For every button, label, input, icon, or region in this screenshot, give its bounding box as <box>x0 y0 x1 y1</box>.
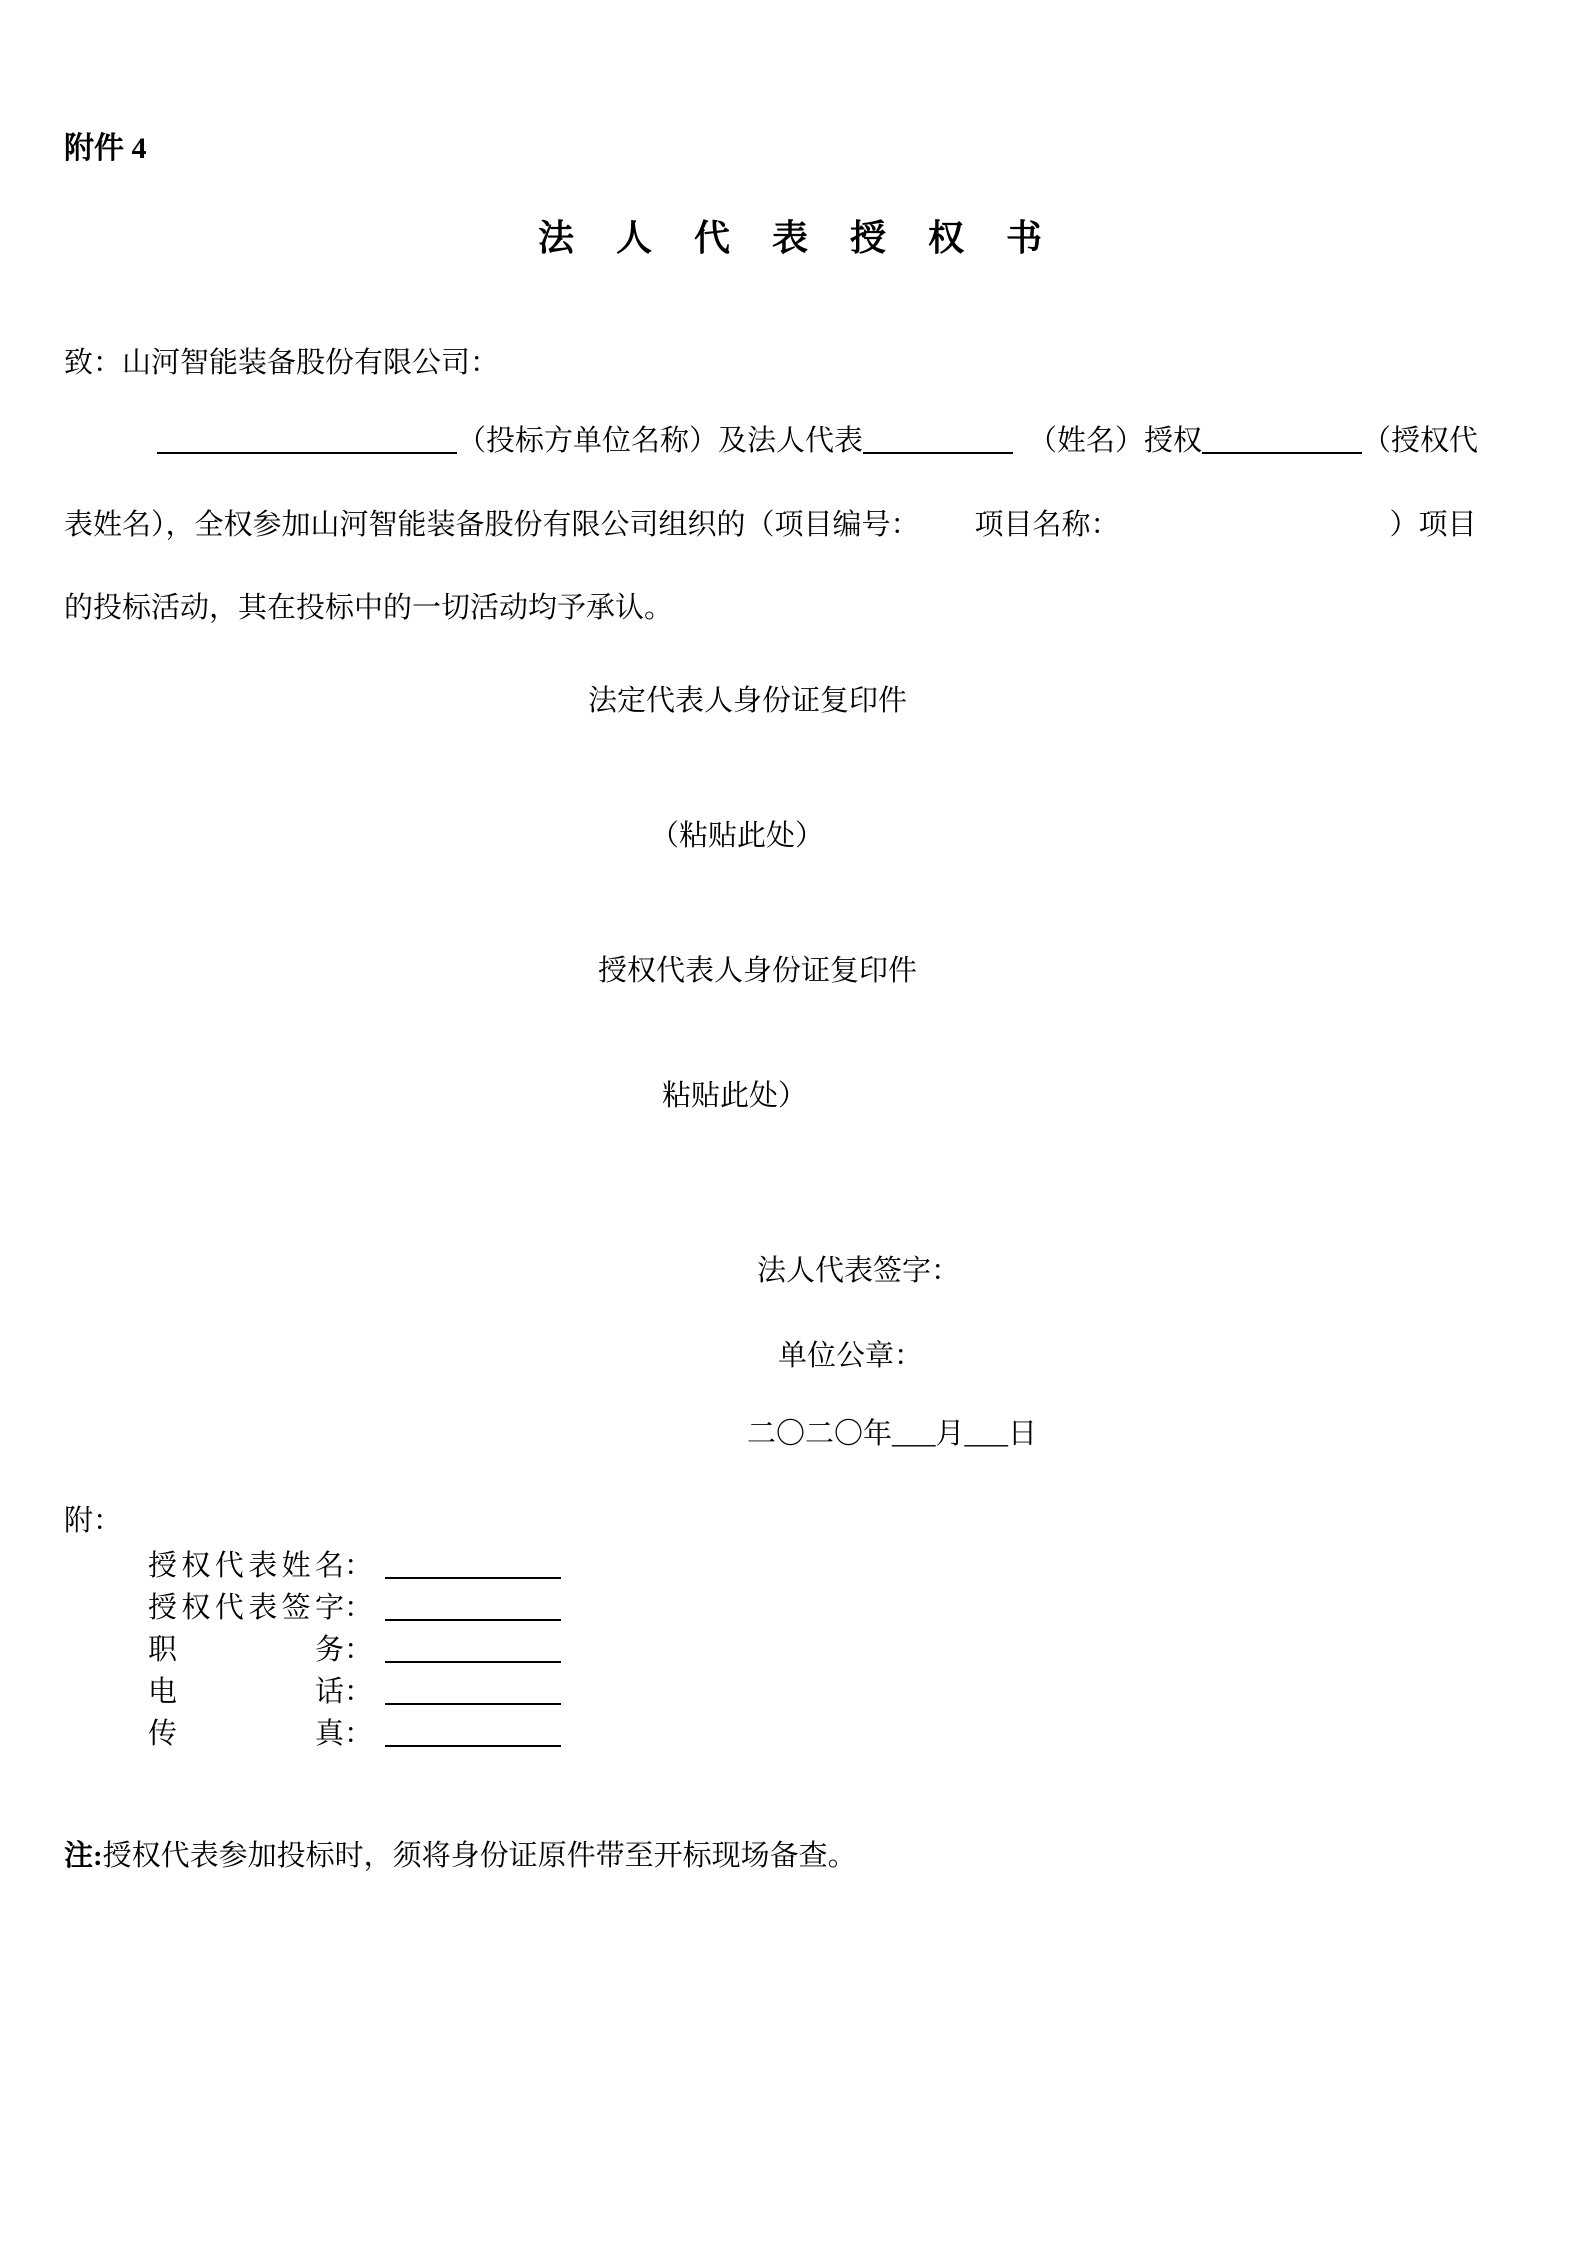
authorized-rep-caption-start: （授权代 <box>1362 425 1479 457</box>
authorized-rep-id-copy-caption: 授权代表人身份证复印件 <box>598 955 918 987</box>
legal-rep-id-copy-caption: 法定代表人身份证复印件 <box>588 685 908 717</box>
field-row-position <box>148 1629 561 1671</box>
body-paragraph-line-2 <box>64 507 1477 543</box>
bidder-company-name-blank <box>157 423 457 454</box>
paragraph-text: 表姓名），全权参加山河智能装备股份有限公司组织的（项目编号： <box>64 509 920 541</box>
legal-rep-signature-label: 法人代表签字： <box>757 1255 961 1287</box>
field-colon: ： <box>344 1550 374 1582</box>
paste-here-caption-1: （粘贴此处） <box>650 820 825 852</box>
field-blank <box>385 1674 561 1705</box>
authorized-rep-name-blank <box>1202 423 1362 454</box>
attachment-number-label: 附件 4 <box>64 132 147 165</box>
attachment-section-heading: 附： <box>64 1505 123 1537</box>
field-label: 职务 <box>148 1634 344 1666</box>
field-blank <box>385 1632 561 1663</box>
bidder-company-caption: （投标方单位名称）及法人代表 <box>457 425 864 457</box>
footer-note <box>64 1838 857 1874</box>
field-colon: ： <box>344 1592 374 1624</box>
note-prefix: 注: <box>64 1840 103 1872</box>
body-paragraph-line-3: 的投标活动，其在投标中的一切活动均予承认。 <box>64 592 674 624</box>
field-row-authorized-rep-name <box>148 1545 561 1587</box>
document-title: 法人代表授权书 <box>538 218 1085 258</box>
body-paragraph-line-1 <box>64 423 1478 459</box>
field-label: 电话 <box>148 1676 344 1708</box>
field-colon: ： <box>344 1634 374 1666</box>
field-label: 授权代表签字 <box>148 1592 344 1624</box>
field-blank <box>385 1548 561 1579</box>
field-label: 授权代表姓名 <box>148 1550 344 1582</box>
legal-rep-name-caption: （姓名）授权 <box>1028 425 1203 457</box>
paragraph-text-tail: ）项目 <box>1389 509 1477 541</box>
field-row-telephone <box>148 1671 561 1713</box>
field-label: 传真 <box>148 1718 344 1750</box>
date-line: 二〇二〇年___月___日 <box>747 1418 1038 1450</box>
project-name-label: 项目名称： <box>974 509 1120 541</box>
field-row-fax <box>148 1713 561 1755</box>
attachment-field-list <box>148 1545 561 1755</box>
legal-rep-name-blank <box>863 423 1013 454</box>
paste-here-caption-2: 粘贴此处） <box>662 1080 808 1112</box>
note-text: 授权代表参加投标时，须将身份证原件带至开标现场备查。 <box>102 1840 857 1872</box>
field-colon: ： <box>344 1676 374 1708</box>
field-row-authorized-rep-signature <box>148 1587 561 1629</box>
field-colon: ： <box>344 1718 374 1750</box>
company-seal-label: 单位公章： <box>778 1340 924 1372</box>
field-blank <box>385 1716 561 1747</box>
field-blank <box>385 1590 561 1621</box>
salutation-line: 致：山河智能装备股份有限公司： <box>64 347 500 379</box>
